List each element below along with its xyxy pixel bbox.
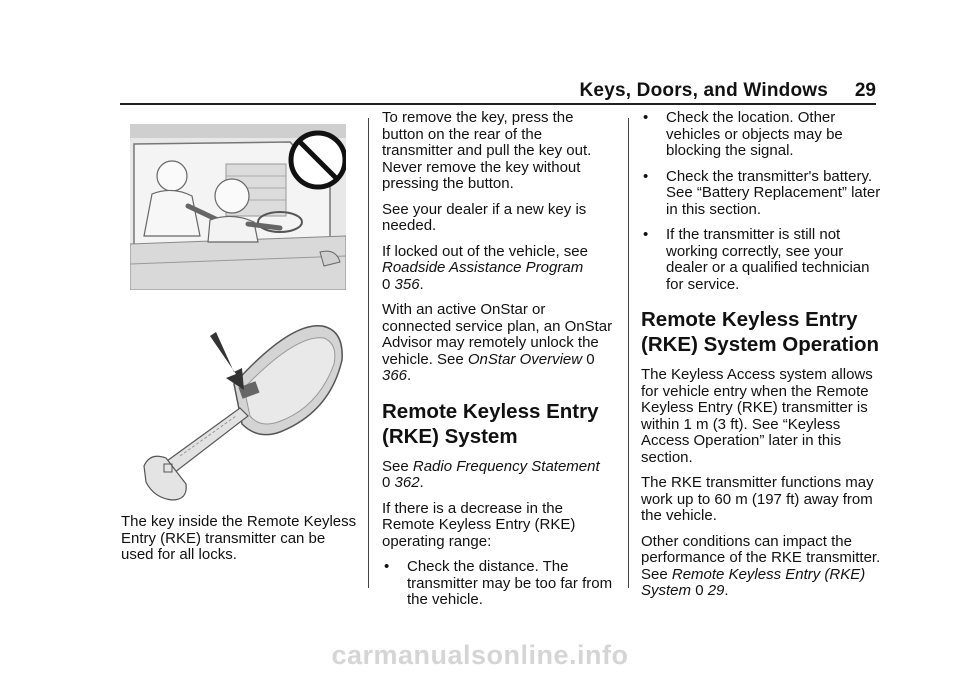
bullet-check-location	[641, 110, 881, 160]
conditions-text: Other conditions can impact the performance of the RKE transmitter. See	[641, 532, 881, 583]
page-ref-29[interactable]: 29	[707, 582, 725, 599]
paragraph-new-key: See your dealer if a new key is needed.	[382, 200, 587, 234]
column-3	[641, 110, 881, 609]
image-caption: The key inside the Remote Keyless Entry (RKE) transmitter can be used for all locks.	[121, 513, 357, 563]
bullet-text: Check the transmitter's battery. See “Battery Replacement” later in this section.	[666, 167, 881, 218]
roadside-assistance-link[interactable]: Roadside Assistance Program	[382, 259, 584, 276]
page-header	[0, 80, 960, 104]
child-in-car-illustration	[130, 124, 346, 290]
heading-rke-system: Remote Keyless Entry (RKE) System	[382, 399, 599, 448]
paragraph-range: The RKE transmitter functions may work up to 60 m (197 ft) away from the vehicle.	[641, 474, 874, 524]
bullet-check-battery	[641, 169, 881, 219]
rke-transmitter-key-illustration	[140, 316, 352, 504]
ref-symbol: 0	[382, 474, 391, 491]
bullet-dot: •	[643, 109, 649, 126]
ref-symbol: 0	[695, 582, 704, 599]
rke-system-link[interactable]: Remote Keyless Entry (RKE) System	[641, 565, 866, 599]
paragraph-remove-key: To remove the key, press the button on the rear of the transmitter and pull the key out. Never remove the key without pressing the button.	[382, 109, 592, 192]
ref-symbol: 0	[382, 275, 391, 293]
bullet-text: If the transmitter is still not working correctly, see your dealer or a qualified technician for service.	[666, 226, 870, 293]
child-in-car-drawing	[130, 124, 346, 290]
column-1	[121, 514, 357, 573]
page-number: 29	[854, 80, 876, 101]
paragraph-radio-frequency: See Radio Frequency Statement 0 362.	[382, 457, 600, 491]
page-ref-356[interactable]: 356	[394, 275, 420, 293]
column-divider-2	[628, 118, 629, 588]
bullet-dot: •	[643, 167, 649, 185]
heading-rke-operation: Remote Keyless Entry (RKE) System Operation	[641, 308, 880, 356]
header-rule	[120, 103, 876, 105]
bullet-dot: •	[643, 226, 649, 243]
bullet-text: Check the location. Other vehicles or objects may be blocking the signal.	[666, 109, 843, 159]
page-ref-366[interactable]: 366	[382, 367, 408, 384]
see-text: See	[382, 457, 409, 475]
column-2	[382, 110, 614, 618]
onstar-text: With an active OnStar or connected service plan, an OnStar Advisor may remotely unlock the vehicle. See	[382, 301, 613, 368]
paragraph-conditions: Other conditions can impact the performance of the RKE transmitter. See Remote Keyless Entry (RKE) System 0 29.	[641, 532, 881, 599]
paragraph-keyless-access: The Keyless Access system allows for vehicle entry when the Remote Keyless Entry (RKE) transmitter is within 1 m (3 ft). See “Keyless Access Operation” later in this section.	[641, 366, 873, 466]
column-divider-1	[368, 118, 369, 588]
radio-frequency-link[interactable]: Radio Frequency Statement	[412, 457, 600, 475]
bullet-check-distance	[382, 559, 614, 609]
bullet-see-dealer	[641, 227, 881, 293]
onstar-overview-link[interactable]: OnStar Overview	[467, 350, 583, 368]
paragraph-onstar: With an active OnStar or connected service plan, an OnStar Advisor may remotely unlock the vehicle. See OnStar Overview 0 366.	[382, 301, 613, 384]
section-title: Keys, Doors, and Windows	[579, 80, 828, 101]
ref-symbol: 0	[586, 350, 595, 368]
transmitter-key-drawing	[140, 316, 352, 504]
paragraph-range-decrease: If there is a decrease in the Remote Keyless Entry (RKE) operating range:	[382, 499, 576, 550]
bullet-dot: •	[384, 558, 390, 575]
watermark: carmanualsonline.info	[331, 640, 629, 670]
paragraph-locked-out: If locked out of the vehicle, see Roadside Assistance Program 0 356.	[382, 242, 588, 293]
page-ref-362[interactable]: 362	[394, 474, 420, 491]
locked-out-text: If locked out of the vehicle, see	[382, 242, 588, 260]
bullet-text: Check the distance. The transmitter may be too far from the vehicle.	[407, 558, 613, 608]
